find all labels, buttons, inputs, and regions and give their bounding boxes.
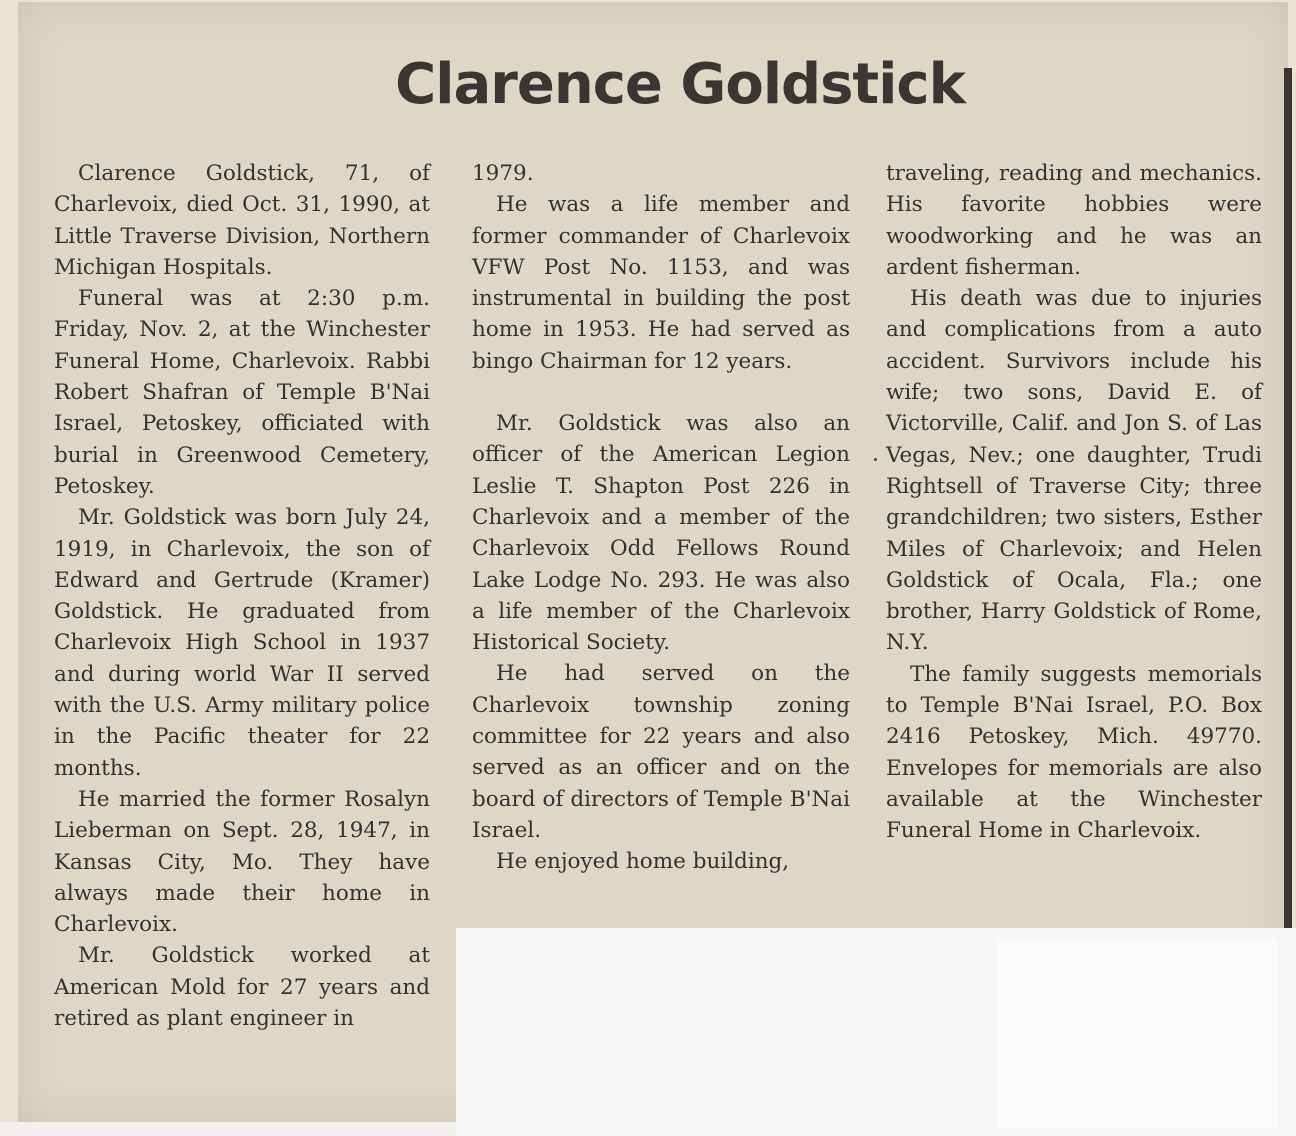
scan-edge	[0, 1122, 456, 1136]
paragraph: traveling, reading and mechanics. His favorite hobbies were woodworking and he was an ardent fisherman.	[886, 161, 1262, 280]
column-3	[886, 158, 1262, 847]
obituary-headline: Clarence Goldstick	[395, 52, 965, 117]
column-rule	[1284, 68, 1292, 928]
blank-area	[998, 938, 1278, 1128]
paragraph: Mr. Goldstick worked at American Mold for 27 years and retired as plant engineer in	[54, 943, 430, 1032]
paragraph: Mr. Goldstick was also an officer of the American Legion Leslie T. Shapton Post 226 in Charlevoix and a member of the Charlevoix Odd Fellows Round Lake Lodge No. 293. He was also a life member of the Charlevoix Historical Society.	[472, 411, 850, 656]
column-1	[54, 158, 430, 1034]
paragraph: Mr. Goldstick was born July 24, 1919, in Charlevoix, the son of Edward and Gertrude (Kramer) Goldstick. He graduated from Charlevoix High School in 1937 and during world War II served with the U.S. Army military police in the Pacific theater for 22 months.	[54, 505, 430, 781]
ink-speck	[874, 458, 877, 461]
paragraph: 1979.	[472, 161, 534, 186]
paragraph: Clarence Goldstick, 71, of Charlevoix, died Oct. 31, 1990, at Little Traverse Division, Northern Michigan Hospitals.	[54, 161, 430, 280]
paragraph: He was a life member and former commander of Charlevoix VFW Post No. 1153, and was instrumental in building the post home in 1953. He had served as bingo Chairman for 12 years.	[472, 192, 850, 374]
paragraph: He enjoyed home building,	[496, 849, 790, 875]
paragraph: The family suggests memorials to Temple B'Nai Israel, P.O. Box 2416 Petoskey, Mich. 49770. Envelopes for memorials are also available at the Winchester Funeral Home in Charlevoix.	[886, 661, 1262, 844]
paragraph: He had served on the Charlevoix township zoning committee for 22 years and also served as an officer and on the board of directors of Temple B'Nai Israel.	[472, 661, 850, 843]
paragraph: Funeral was at 2:30 p.m. Friday, Nov. 2, at the Winchester Funeral Home, Charlevoix. Rabbi Robert Shafran of Temple B'Nai Israel, Petoskey, officiated with burial in Greenwood Cemetery, Petoskey.	[54, 286, 430, 499]
paragraph: His death was due to injuries and complications from a auto accident. Survivors include his wife; two sons, David E. of Victorville, Calif. and Jon S. of Las Vegas, Nev.; one daughter, Trudi Rightsell of Traverse City; three grandchildren; two sisters, Esther Miles of Charlevoix; and Helen Goldstick of Ocala, Fla.; one brother, Harry Goldstick of Rome, N.Y.	[886, 286, 1262, 656]
paragraph: He married the former Rosalyn Lieberman on Sept. 28, 1947, in Kansas City, Mo. They have always made their home in Charlevoix.	[54, 786, 430, 938]
column-2	[472, 158, 850, 878]
